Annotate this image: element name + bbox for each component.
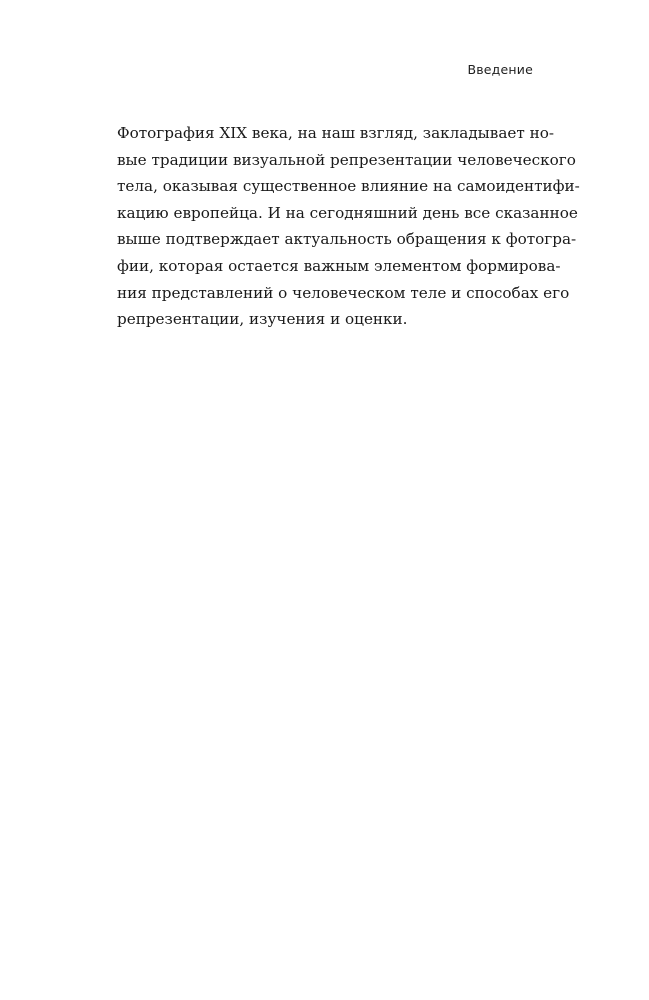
paragraph-line: вые традиции визуальной репрезентации человеческого [117, 150, 576, 169]
paragraph-line: фии, которая остается важным элементом формирова- [117, 256, 561, 275]
paragraph-line: тела, оказывая существенное влияние на самоидентифи- [117, 177, 580, 196]
paragraph-line: кацию европейца. И на сегодняшний день все сказанное [117, 203, 578, 222]
running-head: Введение [467, 62, 533, 77]
body-paragraph [117, 120, 580, 333]
paragraph-line: выше подтверждает актуальность обращения к фотогра- [117, 230, 577, 249]
paragraph-line: Фотография XIX века, на наш взгляд, закладывает но- [117, 124, 554, 142]
paragraph-line: ния представлений о человеческом теле и способах его [117, 283, 570, 302]
paragraph-line: репрезентации, изучения и оценки. [117, 310, 408, 329]
